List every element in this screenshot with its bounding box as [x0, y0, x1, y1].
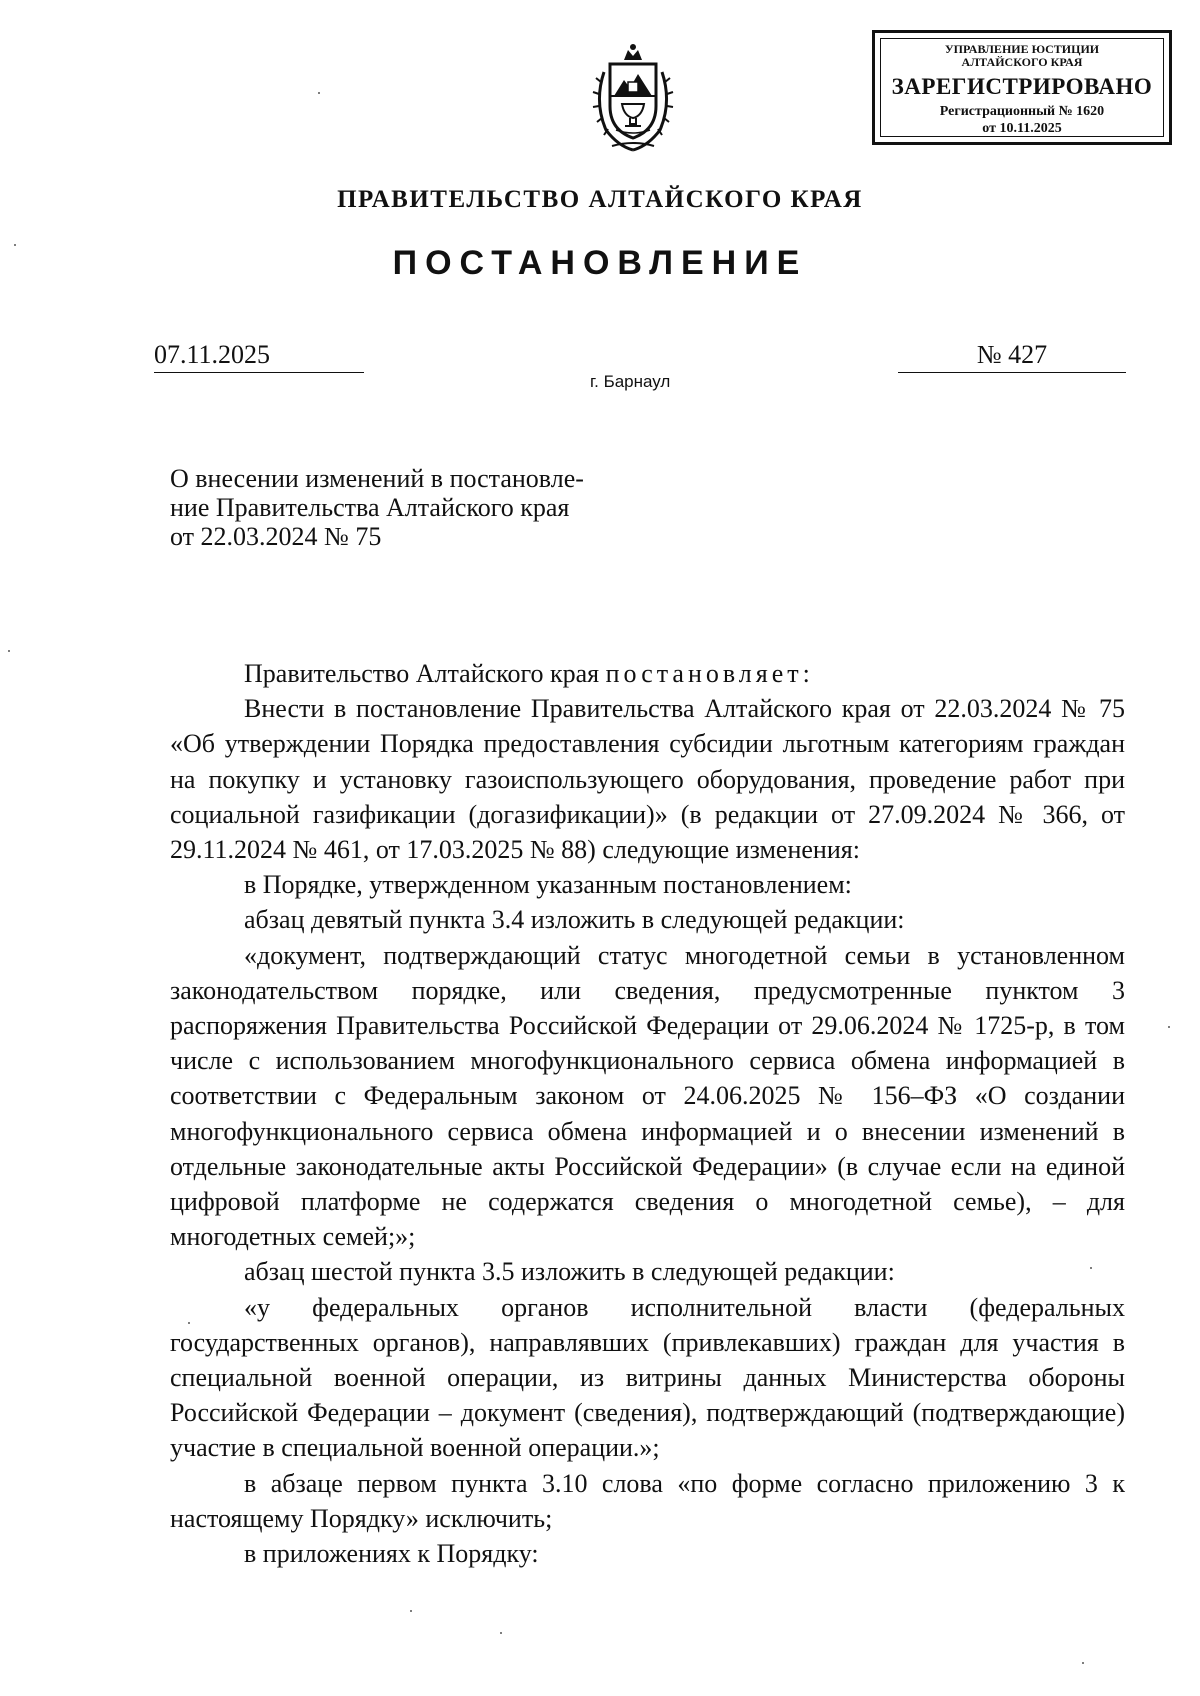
scan-speck	[1082, 1662, 1084, 1664]
registration-stamp-inner	[880, 38, 1164, 137]
stamp-reg-date: от 10.11.2025	[982, 121, 1062, 136]
scan-speck	[8, 650, 10, 652]
preamble-prefix: Правительство Алтайского края	[244, 659, 606, 688]
scan-speck	[1168, 1026, 1170, 1028]
stamp-org-line2: АЛТАЙСКОГО КРАЯ	[961, 55, 1083, 69]
registration-stamp	[872, 30, 1172, 145]
stamp-reg-number: Регистрационный № 1620	[939, 104, 1105, 119]
preamble-resolves: постановляет:	[605, 659, 814, 688]
body-paragraph-4: «документ, подтверждающий статус многодетной семьи в установленном законодательством порядке, или сведения, предусмотренные пунктом 3 распоряжения Правительства Российской Федерации от 29.06.2024 № 1725-р, в том числе с использованием многофункционального сервиса обмена информацией в соответствии с Федеральным законом от 24.06.2025 № 156–ФЗ «О создании многофункционального сервиса обмена информацией и о внесении изменений в отдельные законодательные акты Российской Федерации» (в случае если на единой цифровой платформе не содержатся сведения о многодетной семье), – для многодетных семей;»;	[170, 940, 1125, 1252]
body-paragraph-1: Внести в постановление Правительства Алтайского края от 22.03.2024 № 75 «Об утверждении Порядка предоставления субсидии льготным категориям граждан на покупку и установку газоиспользующего оборудования, проведение работ при социальной газификации (догазификации)» (в редакции от 27.09.2024 № 366, от 29.11.2024 № 461, от 17.03.2025 № 88) следующие изменения:	[170, 694, 1125, 865]
document-city: г. Барнаул	[590, 372, 671, 391]
scan-speck	[500, 1632, 502, 1634]
scan-speck	[188, 1322, 190, 1324]
subject-line-3: от 22.03.2024 № 75	[170, 522, 382, 551]
scan-speck	[410, 1610, 412, 1612]
stamp-org-line1: УПРАВЛЕНИЕ ЮСТИЦИИ	[944, 42, 1100, 56]
scan-speck	[318, 92, 320, 94]
body-paragraph-5: абзац шестой пункта 3.5 изложить в следующей редакции:	[244, 1257, 895, 1287]
document-type-title: ПОСТАНОВЛЕНИЕ	[392, 244, 808, 282]
body-paragraph-2: в Порядке, утвержденном указанным постановлением:	[244, 870, 852, 900]
subject-line-1: О внесении изменений в постановле-	[170, 464, 584, 493]
document-date: 07.11.2025	[154, 340, 364, 373]
body-paragraph-3: абзац девятый пункта 3.4 изложить в следующей редакции:	[244, 905, 905, 935]
subject-line-2: ние Правительства Алтайского края	[170, 493, 570, 522]
scan-speck	[14, 244, 16, 246]
body-paragraph-7: в абзаце первом пункта 3.10 слова «по форме согласно приложению 3 к настоящему Порядку» исключить;	[170, 1468, 1125, 1533]
document-number: № 427	[898, 340, 1126, 373]
stamp-status: ЗАРЕГИСТРИРОВАНО	[891, 74, 1153, 99]
government-title: ПРАВИТЕЛЬСТВО АЛТАЙСКОГО КРАЯ	[337, 186, 863, 213]
document-body	[170, 656, 1125, 1571]
scan-speck	[1090, 1267, 1092, 1269]
altai-krai-coat-of-arms-icon	[592, 42, 674, 154]
preamble-paragraph	[170, 656, 1125, 691]
document-subject	[170, 464, 650, 551]
body-paragraph-8: в приложениях к Порядку:	[244, 1539, 539, 1569]
body-paragraph-6: «у федеральных органов исполнительной власти (федеральных государственных органов), направлявших (привлекавших) граждан для участия в специальной военной операции, из витрины данных Министерства обороны Российской Федерации – документ (сведения), подтверждающий (подтверждающие) участие в специальной военной операции.»;	[170, 1292, 1125, 1463]
